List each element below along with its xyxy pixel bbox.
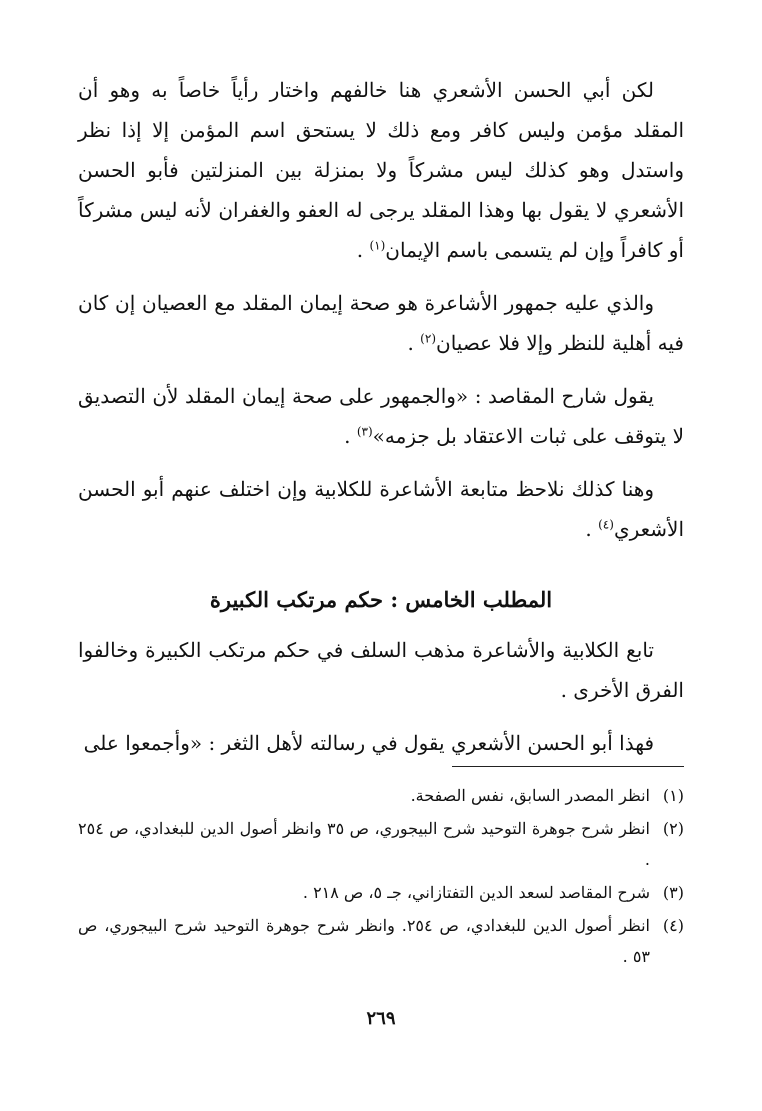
footnote-text: شرح المقاصد لسعد الدين التفتازاني، جـ ٥، ص ٢١٨ . — [302, 883, 650, 902]
paragraph-3-end: . — [344, 424, 357, 448]
footnote-number: (٢) — [662, 819, 684, 838]
paragraph-1-end: . — [356, 238, 370, 262]
paragraph-4-text: وهنا كذلك نلاحظ متابعة الأشاعرة للكلابية وإن اختلف عنهم أبو الحسن الأشعري — [78, 477, 684, 541]
footnote-1 — [78, 780, 684, 811]
paragraph-1 — [78, 70, 684, 270]
paragraph-5: تابع الكلابية والأشاعرة مذهب السلف في حكم مرتكب الكبيرة وخالفوا الفرق الأخرى . — [78, 638, 684, 702]
paragraph-3 — [78, 376, 684, 456]
footnote-4 — [78, 910, 684, 972]
paragraph-6: فهذا أبو الحسن الأشعري يقول في رسالته لأهل الثغر : «وأجمعوا على — [83, 731, 654, 755]
footnote-text: انظر شرح جوهرة التوحيد شرح البيجوري، ص ٣٥ وانظر أصول الدين للبغدادي، ص ٢٥٤ . — [78, 819, 650, 869]
page-number: ٢٦٩ — [366, 1008, 396, 1029]
footnotes — [78, 780, 684, 974]
footnote-text: انظر أصول الدين للبغدادي، ص ٢٥٤. وانظر شرح جوهرة التوحيد شرح البيجوري، ص ٥٣ . — [78, 916, 650, 966]
paragraph-2-end: . — [407, 331, 421, 355]
paragraph-2-text: والذي عليه جمهور الأشاعرة هو صحة إيمان المقلد مع العصيان إن كان فيه أهلية للنظر وإلا فلا عصيان — [78, 291, 684, 355]
footnote-ref-4[interactable]: (٤) — [598, 517, 614, 532]
paragraph-2 — [78, 283, 684, 363]
footnote-divider — [452, 766, 684, 767]
footnote-ref-1[interactable]: (١) — [369, 238, 386, 253]
paragraph-4 — [78, 469, 684, 549]
footnote-ref-3[interactable]: (٣) — [356, 424, 373, 439]
footnote-number: (١) — [662, 786, 684, 805]
footnote-ref-2[interactable]: (٢) — [420, 331, 436, 346]
section-text — [78, 630, 684, 776]
footnote-number: (٣) — [662, 883, 684, 902]
footnote-3 — [78, 877, 684, 908]
footnote-2 — [78, 813, 684, 875]
section-heading: المطلب الخامس : حكم مرتكب الكبيرة — [209, 587, 553, 612]
paragraph-3-text: يقول شارح المقاصد : «والجمهور على صحة إيمان المقلد لأن التصديق لا يتوقف على ثبات الاعتقاد بل جزمه» — [78, 384, 684, 448]
paragraph-1-text: لكن أبي الحسن الأشعري هنا خالفهم واختار رأياً خاصاً به وهو أن المقلد مؤمن وليس كافر ومع ذلك لا يستحق اسم المؤمن إلا إذا نظر واستدل وهو كذلك ليس مشركاً ولا بمنزلة بين المنزلتين فأبو الحسن الأشعري لا يقول بها وهذا المقلد يرجى له العفو والغفران لأنه ليس مشركاً أو كافراً وإن لم يتسمى باسم الإيمان — [78, 78, 684, 262]
footnote-text: انظر المصدر السابق، نفس الصفحة. — [410, 786, 650, 805]
main-text — [78, 70, 684, 562]
footnote-number: (٤) — [662, 916, 684, 935]
paragraph-4-end: . — [585, 517, 599, 541]
